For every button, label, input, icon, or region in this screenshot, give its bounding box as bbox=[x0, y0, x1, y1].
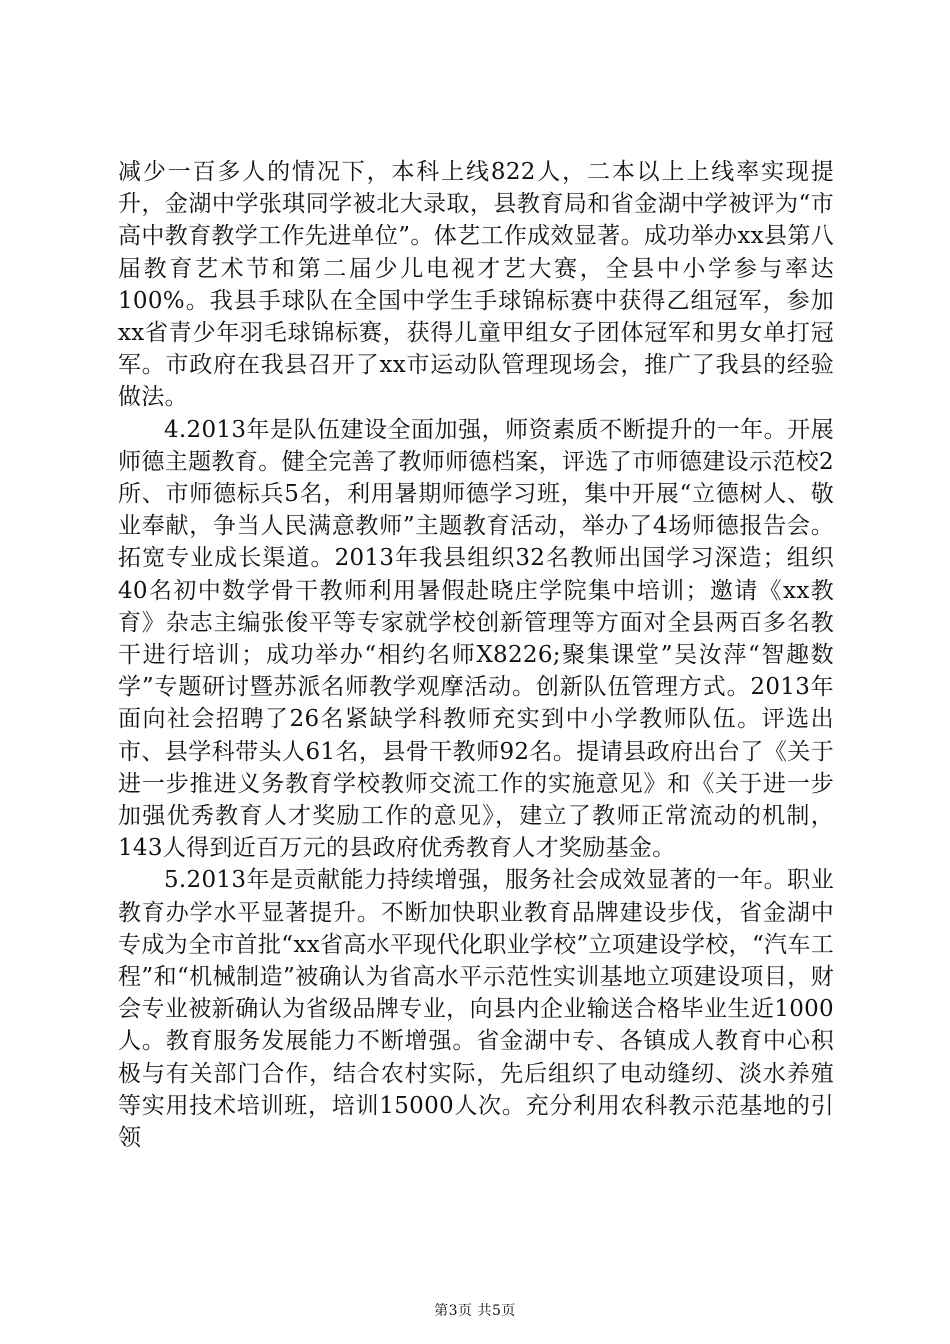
document-body bbox=[118, 156, 834, 1154]
paragraph-item-4: 4.2013年是队伍建设全面加强，师资素质不断提升的一年。开展师德主题教育。健全完善了教师师德档案，评选了市师德建设示范校2所、市师德标兵5名，利用暑期师德学习班，集中开展“立德树人、敬业奉献，争当人民满意教师”主题教育活动，举办了4场师德报告会。拓宽专业成长渠道。2013年我县组织32名教师出国学习深造；组织40名初中数学骨干教师利用暑假赴晓庄学院集中培训；邀请《xx教育》杂志主编张俊平等专家就学校创新管理等方面对全县两百多名教干进行培训；成功举办“相约名师X8226;聚集课堂”吴汝萍“智趣数学”专题研讨暨苏派名师教学观摩活动。创新队伍管理方式。2013年面向社会招聘了26名紧缺学科教师充实到中小学教师队伍。评选出市、县学科带头人61名，县骨干教师92名。提请县政府出台了《关于进一步推进义务教育学校教师交流工作的实施意见》和《关于进一步加强优秀教育人才奖励工作的意见》，建立了教师正常流动的机制，143人得到近百万元的县政府优秀教育人才奖励基金。 bbox=[118, 416, 834, 862]
page-number-label: 第3页 共5页 bbox=[434, 1303, 516, 1319]
paragraph-continuation: 减少一百多人的情况下，本科上线822人，二本以上上线率实现提升，金湖中学张琪同学被北大录取，县教育局和省金湖中学被评为“市高中教育教学工作先进单位”。体艺工作成效显著。成功举办xx县第八届教育艺术节和第二届少儿电视才艺大赛，全县中小学参与率达100%。我县手球队在全国中学生手球锦标赛中获得乙组冠军，参加xx省青少年羽毛球锦标赛，获得儿童甲组女子团体冠军和男女单打冠军。市政府在我县召开了xx市运动队管理现场会，推广了我县的经验做法。 bbox=[118, 159, 834, 411]
paragraph-item-5: 5.2013年是贡献能力持续增强，服务社会成效显著的一年。职业教育办学水平显著提升。不断加快职业教育品牌建设步伐，省金湖中专成为全市首批“xx省高水平现代化职业学校”立项建设学校，“汽车工程”和“机械制造”被确认为省高水平示范性实训基地立项建设项目，财会专业被新确认为省级品牌专业，向县内企业输送合格毕业生近1000人。教育服务发展能力不断增强。省金湖中专、各镇成人教育中心积极与有关部门合作，结合农村实际，先后组织了电动缝纫、淡水养殖等实用技术培训班，培训15000人次。充分利用农科教示范基地的引领 bbox=[118, 867, 834, 1152]
page-footer bbox=[0, 1302, 950, 1320]
